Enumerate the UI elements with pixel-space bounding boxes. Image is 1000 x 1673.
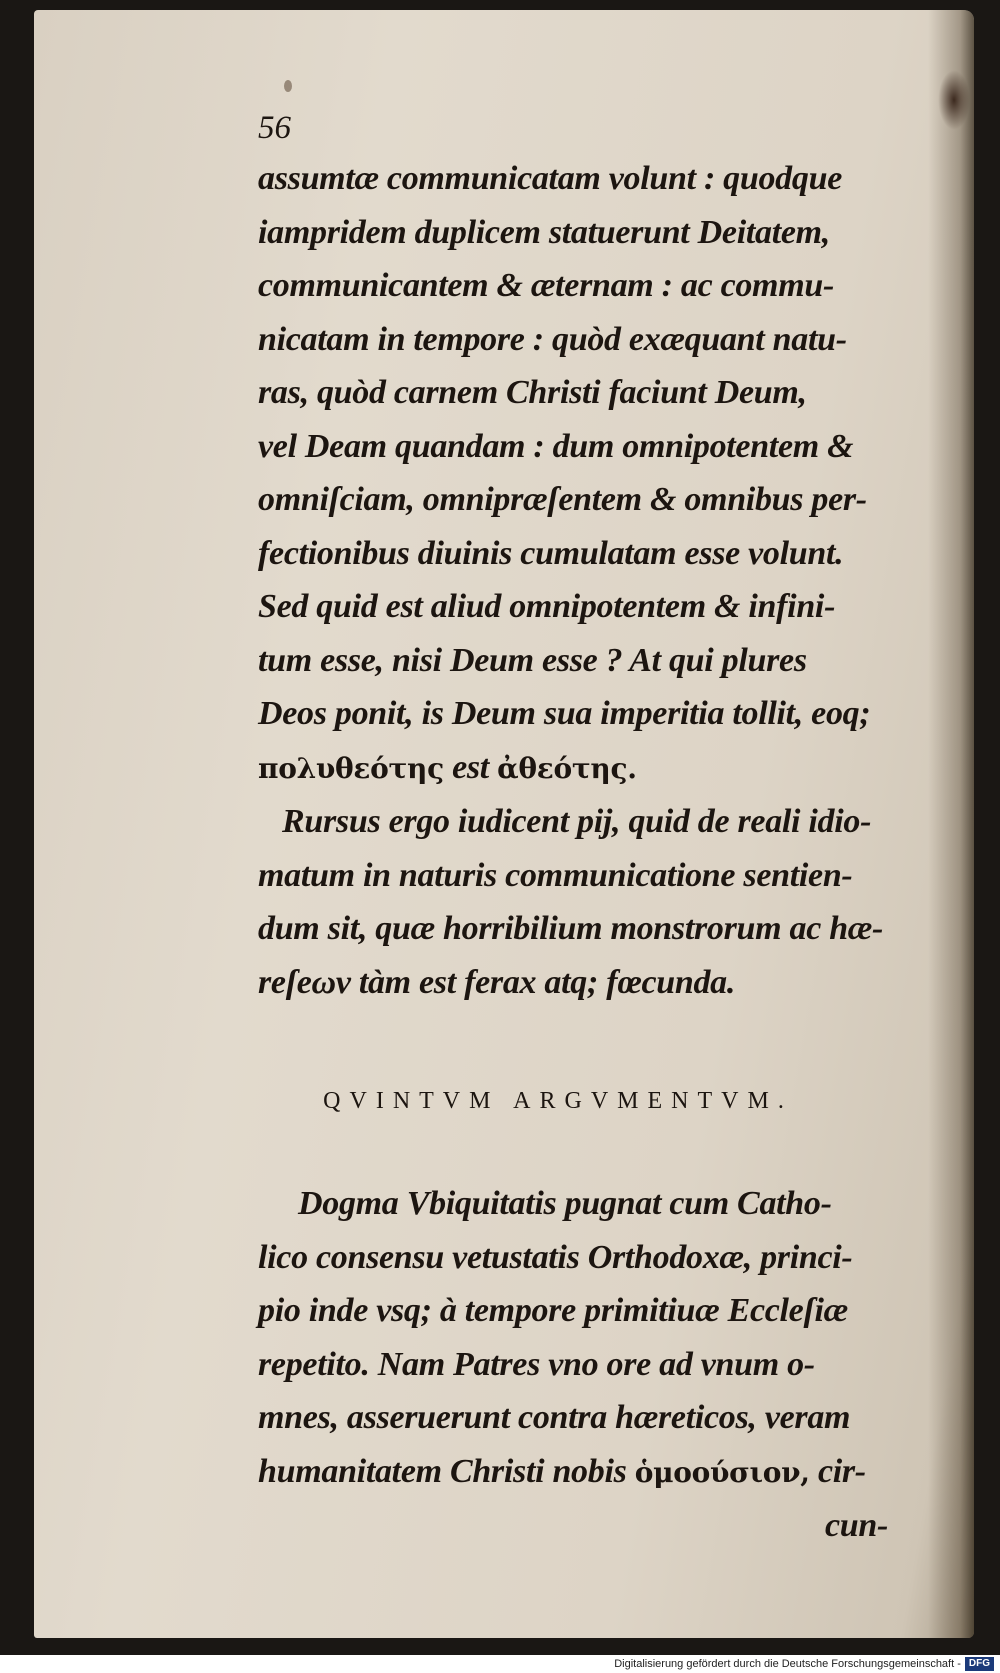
text-line: fectionibus diuinis cumulatam esse volunt. [258,534,844,572]
page-text [258,108,888,1553]
text-line: tum esse, nisi Deum esse ? At qui plures [258,641,807,679]
paragraph-2 [258,795,888,1009]
page-gutter-shadow [928,10,974,1638]
greek-line-connector: est [452,748,489,786]
paper-speck [284,80,292,92]
ink-stain [938,70,970,130]
greek-word-homoousion: ὁμοούσιον, [634,1455,810,1489]
text-line: Rursus ergo iudicent pij, quid de reali idio- [282,803,872,840]
text-line: ras, quòd carnem Christi faciunt Deum, [258,374,807,411]
digitization-footer [0,1655,1000,1673]
text-line-start: humanitatem Christi nobis [258,1452,627,1490]
section-heading: QVINTVM ARGVMENTVM. [323,1088,793,1114]
text-line: dum sit, quæ horribilium monstrorum ac hæ- [258,910,884,947]
text-line: lico consensu vetustatis Orthodoxæ, princi- [258,1238,853,1276]
text-line: pio inde vsq; à tempore primitiuæ Eccleſiæ [258,1292,848,1329]
footer-text: Digitalisierung gefördert durch die Deutsche Forschungsgemeinschaft - [614,1658,961,1670]
text-line: assumtæ communicatam volunt : quodque [258,160,842,197]
text-line: Dogma Vbiquitatis pugnat cum Catho- [298,1185,832,1222]
text-line [258,1445,888,1500]
greek-word-atheism: ἀθεότης. [497,751,637,785]
text-line: matum in naturis communicatione sentien- [258,856,853,894]
text-line: vel Deam quandam : dum omnipotentem & [258,427,854,465]
greek-word-polytheism: πολυθεότης [258,751,444,785]
greek-line [258,741,888,796]
paragraph-1 [258,152,888,795]
text-line: iampridem duplicem statuerunt Deitatem, [258,213,830,251]
text-line: reſeων tàm est ferax atq; fœcunda. [258,963,736,1001]
paragraph-3 [258,1177,888,1553]
text-line: nicatam in tempore : quòd exæquant natu- [258,320,847,358]
text-line: Deos ponit, is Deum sua imperitia tollit, eoq; [258,695,871,732]
text-line: repetito. Nam Patres vno ore ad vnum o- [258,1345,815,1383]
text-line: Sed quid est aliud omnipotentem & infini- [258,588,836,625]
dfg-logo: DFG [965,1657,994,1671]
page-number: 56 [258,110,291,146]
text-line: communicantem & æternam : ac commu- [258,267,834,304]
text-line: omniſciam, omnipræſentem & omnibus per- [258,481,867,518]
text-line-end: cir- [817,1452,866,1490]
text-line: mnes, asseruerunt contra hæreticos, veram [258,1399,851,1436]
catchword: cun- [824,1507,888,1544]
